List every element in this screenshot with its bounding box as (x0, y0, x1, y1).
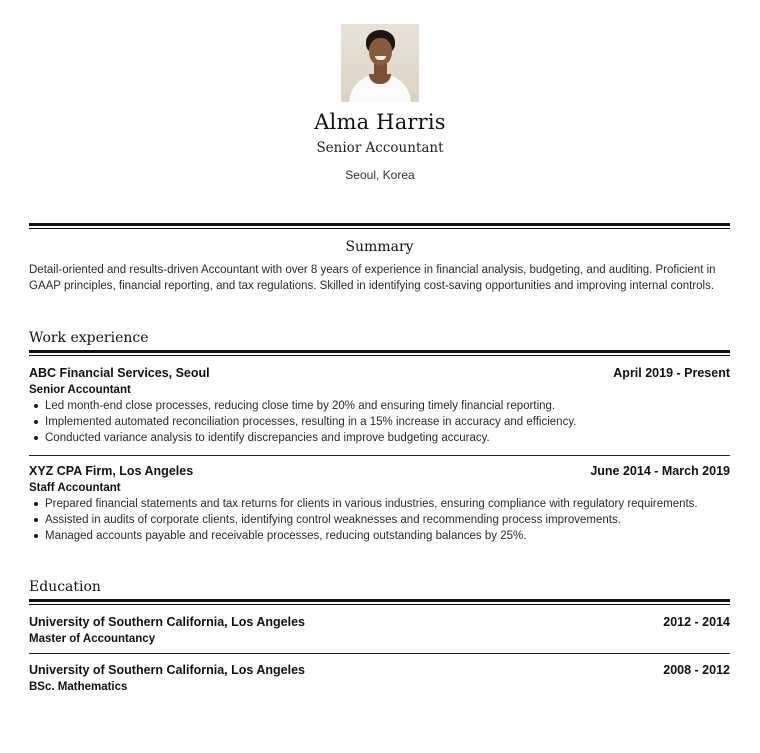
education-degree: Master of Accountancy (29, 633, 156, 645)
work-heading: Work experience (29, 330, 149, 346)
divider (29, 653, 730, 654)
job-company: XYZ CPA Firm, Los Angeles (29, 464, 194, 478)
divider (29, 604, 730, 605)
candidate-title: Senior Accountant (316, 140, 444, 156)
profile-photo (341, 24, 419, 102)
education-dates: 2012 - 2014 (663, 615, 730, 629)
job-role: Senior Accountant (29, 384, 131, 396)
education-dates: 2008 - 2012 (663, 663, 730, 677)
divider (29, 455, 730, 456)
divider (29, 228, 730, 229)
summary-heading: Summary (345, 239, 414, 255)
job-entry (29, 464, 730, 544)
education-section (29, 579, 730, 693)
resume-header (0, 24, 760, 182)
job-bullets (29, 496, 730, 544)
education-degree: BSc. Mathematics (29, 681, 128, 693)
education-entry (29, 663, 730, 693)
divider (29, 355, 730, 356)
job-company: ABC Financial Services, Seoul (29, 366, 210, 380)
bullet-item: Conducted variance analysis to identify discrepancies and improve budgeting accuracy. (29, 430, 730, 446)
job-dates: June 2014 - March 2019 (590, 464, 730, 478)
education-entry (29, 615, 730, 645)
bullet-item: Managed accounts payable and receivable processes, reducing outstanding balances by 25%. (29, 528, 730, 544)
bullet-item: Implemented automated reconciliation processes, resulting in a 15% increase in accuracy and efficiency. (29, 414, 730, 430)
work-section (29, 330, 730, 544)
job-entry (29, 366, 730, 446)
candidate-location: Seoul, Korea (345, 168, 415, 182)
divider (29, 599, 730, 602)
divider (29, 350, 730, 353)
summary-section (29, 223, 730, 294)
summary-text: Detail-oriented and results-driven Accountant with over 8 years of experience in financial analysis, budgeting, and auditing. Proficient in GAAP principles, financial reporting, and tax regulations. Skilled in identifying cost-saving opportunities and improving internal controls. (29, 264, 716, 293)
education-school: University of Southern California, Los Angeles (29, 615, 305, 629)
bullet-item: Prepared financial statements and tax returns for clients in various industries, ensuring compliance with regulatory requirements. (29, 496, 730, 512)
job-role: Staff Accountant (29, 482, 121, 494)
job-bullets (29, 398, 730, 446)
education-school: University of Southern California, Los Angeles (29, 663, 305, 677)
candidate-name: Alma Harris (314, 110, 446, 134)
bullet-item: Led month-end close processes, reducing close time by 20% and ensuring timely financial reporting. (29, 398, 730, 414)
job-dates: April 2019 - Present (613, 366, 730, 380)
divider (29, 223, 730, 226)
education-heading: Education (29, 579, 101, 595)
bullet-item: Assisted in audits of corporate clients, identifying control weaknesses and recommending process improvements. (29, 512, 730, 528)
